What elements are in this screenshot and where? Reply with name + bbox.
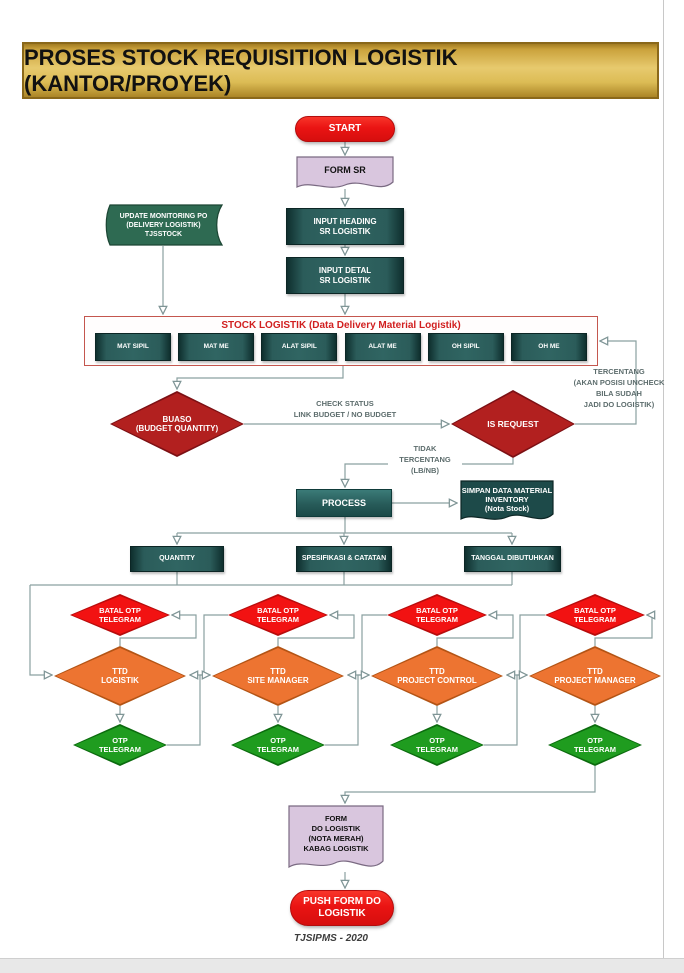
stock-item-oh-me[interactable]: OH ME — [511, 333, 587, 361]
batal-otp-diamond-2[interactable]: BATAL OTP TELEGRAM — [228, 594, 328, 636]
footer-credit: TJSIPMS - 2020 — [294, 933, 368, 944]
tidak-tercentang-label: TIDAK TERCENTANG (LB/NB) — [388, 443, 462, 476]
input-detail-step[interactable]: INPUT DETAL SR LOGISTIK — [286, 257, 404, 294]
ttd-site-manager-diamond[interactable]: TTD SITE MANAGER — [212, 646, 344, 706]
process-step[interactable]: PROCESS — [296, 489, 392, 517]
check-status-label: CHECK STATUS LINK BUDGET / NO BUDGET — [293, 399, 397, 419]
buaso-decision[interactable]: BUASO (BUDGET QUANTITY) — [110, 391, 244, 457]
form-sr-document[interactable]: FORM SR — [296, 156, 394, 196]
input-heading-step[interactable]: INPUT HEADING SR LOGISTIK — [286, 208, 404, 245]
update-monitoring-po-storage[interactable]: UPDATE MONITORING PO (DELIVERY LOGISTIK) TJSSTOCK — [103, 204, 224, 246]
ttd-logistik-diamond[interactable]: TTD LOGISTIK — [54, 646, 186, 706]
otp-telegram-diamond-4[interactable]: OTP TELEGRAM — [548, 724, 642, 766]
batal-otp-diamond-3[interactable]: BATAL OTP TELEGRAM — [387, 594, 487, 636]
quantity-step[interactable]: QUANTITY — [130, 546, 224, 572]
stock-item-mat-me[interactable]: MAT ME — [178, 333, 254, 361]
form-do-document[interactable]: FORM DO LOGISTIK (NOTA MERAH) KABAG LOGISTIK — [288, 805, 384, 877]
page-title: PROSES STOCK REQUISITION LOGISTIK (KANTOR/PROYEK) — [24, 44, 458, 96]
otp-telegram-diamond-1[interactable]: OTP TELEGRAM — [73, 724, 167, 766]
is-request-decision[interactable]: IS REQUEST — [451, 390, 575, 458]
tercentang-note: TERCENTANG (AKAN POSISI UNCHECK BILA SUDAH JADI DO LOGISTIK) — [573, 367, 665, 409]
spesifikasi-catatan-step[interactable]: SPESIFIKASI & CATATAN — [296, 546, 392, 572]
otp-telegram-diamond-3[interactable]: OTP TELEGRAM — [390, 724, 484, 766]
stock-logistik-group[interactable] — [84, 316, 598, 366]
stock-item-alat-me[interactable]: ALAT ME — [345, 333, 421, 361]
stock-logistik-title: STOCK LOGISTIK (Data Delivery Material Logistik) — [221, 320, 461, 331]
batal-otp-diamond-4[interactable]: BATAL OTP TELEGRAM — [545, 594, 645, 636]
ttd-project-control-diamond[interactable]: TTD PROJECT CONTROL — [371, 646, 503, 706]
tanggal-dibutuhkan-step[interactable]: TANGGAL DIBUTUHKAN — [464, 546, 561, 572]
batal-otp-diamond-1[interactable]: BATAL OTP TELEGRAM — [70, 594, 170, 636]
stock-item-alat-sipil[interactable]: ALAT SIPIL — [261, 333, 337, 361]
stock-item-oh-sipil[interactable]: OH SIPIL — [428, 333, 504, 361]
push-form-do-terminator[interactable]: PUSH FORM DO LOGISTIK — [290, 890, 394, 926]
stock-item-mat-sipil[interactable]: MAT SIPIL — [95, 333, 171, 361]
title-banner — [22, 42, 659, 99]
ttd-project-manager-diamond[interactable]: TTD PROJECT MANAGER — [529, 646, 661, 706]
start-terminator[interactable]: START — [295, 116, 395, 142]
simpan-data-document[interactable]: SIMPAN DATA MATERIAL INVENTORY (Nota Stock) — [460, 480, 554, 528]
otp-telegram-diamond-2[interactable]: OTP TELEGRAM — [231, 724, 325, 766]
